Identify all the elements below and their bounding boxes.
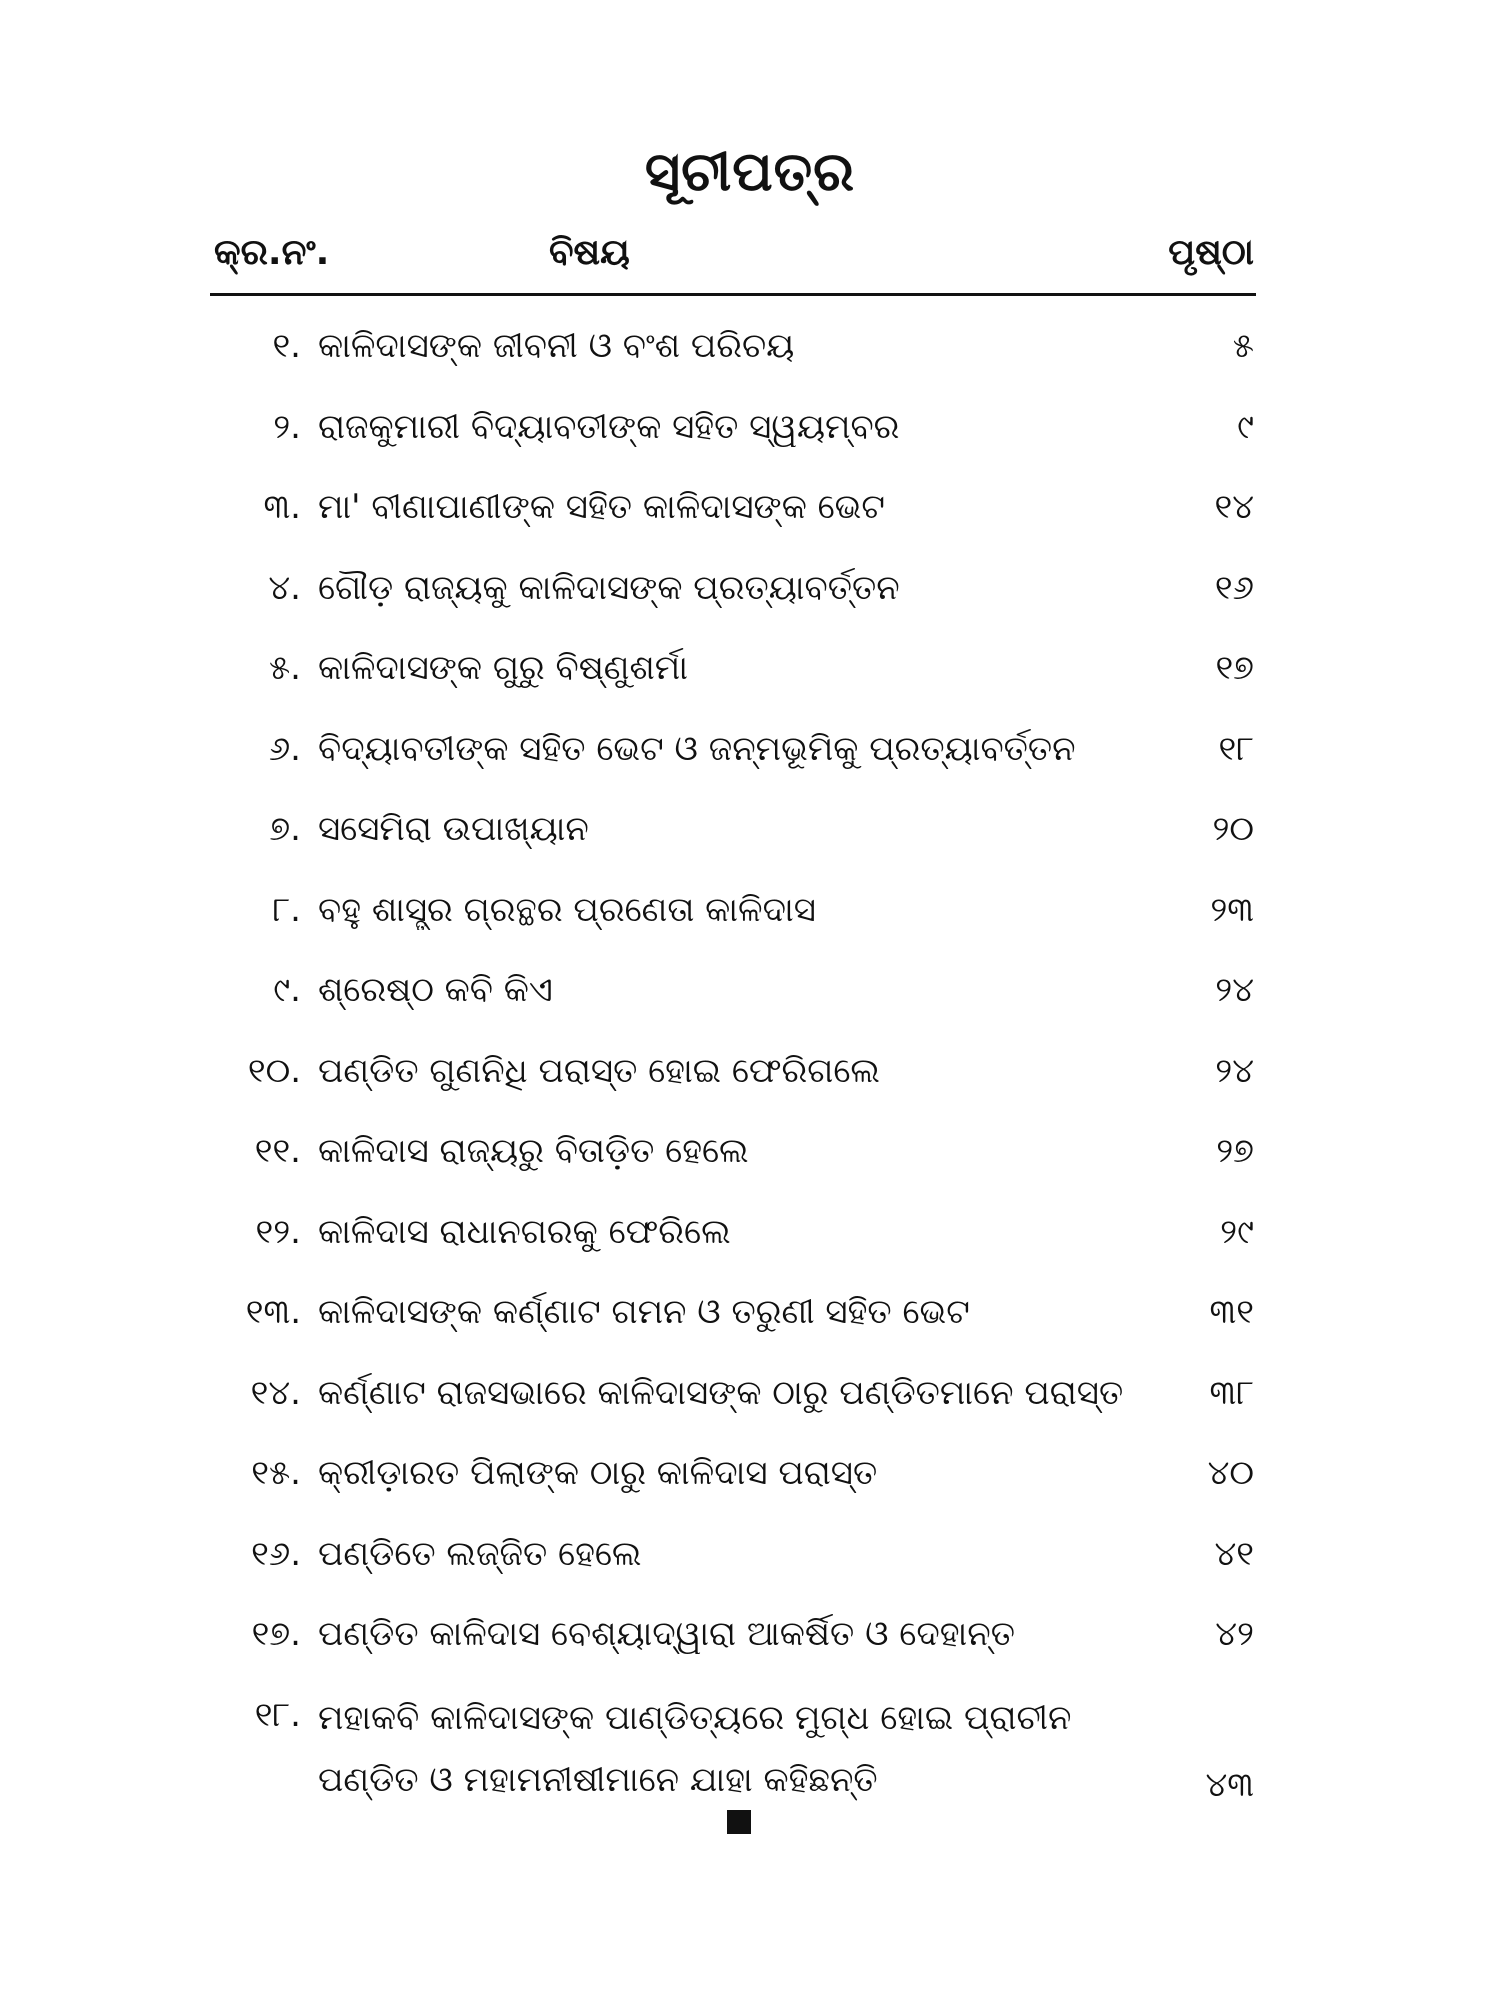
toc-entry <box>214 1681 1254 1821</box>
entry-subject: ସସେମିରା ଉପାଖ୍ୟାନ <box>318 809 589 849</box>
entry-subject: ବିଦ୍ୟାବତୀଙ୍କ ସହିତ ଭେଟ ଓ ଜନ୍ମଭୂମିକୁ ପ୍ରତ୍ୟାବର୍ତ୍ତନ <box>318 728 1076 769</box>
entry-subject: କାଳିଦାସ ରାଜ୍ୟରୁ ବିତାଡ଼ିତ ହେଲେ <box>318 1131 749 1171</box>
header-subject: ବିଷୟ <box>549 232 630 273</box>
entry-page: ୯ <box>1237 406 1254 447</box>
entry-subject: କାଳିଦାସଙ୍କ ଗୁରୁ ବିଷ୍ଣୁଶର୍ମା <box>318 648 688 688</box>
entry-subject: କାଳିଦାସଙ୍କ କର୍ଣ୍ଣାଟ ଗମନ ଓ ତରୁଣୀ ସହିତ ଭେଟ <box>318 1292 970 1332</box>
toc-entry <box>214 1117 1254 1198</box>
toc-entry <box>214 956 1254 1037</box>
entry-page: ୪୩ <box>1205 1764 1254 1805</box>
entry-page: ୨୪ <box>1215 1050 1254 1091</box>
entry-subject: ବହୁ ଶାସ୍ତ୍ର ଗ୍ରନ୍ଥର ପ୍ରଣେତା କାଳିଦାସ <box>318 889 816 930</box>
toc-entry <box>214 1439 1254 1520</box>
entry-page: ୪୧ <box>1214 1533 1254 1574</box>
entry-number: ୬. <box>268 728 301 769</box>
entry-subject: କର୍ଣ୍ଣାଟ ରାଜସଭାରେ କାଳିଦାସଙ୍କ ଠାରୁ ପଣ୍ଡିତମାନେ ପରାସ୍ତ <box>318 1372 1124 1413</box>
end-square-mark <box>727 1810 751 1834</box>
entry-page: ୩୮ <box>1209 1372 1254 1413</box>
entry-page: ୨୩ <box>1210 889 1254 930</box>
entry-subject: ପଣ୍ଡିତେ ଲଜ୍ଜିତ ହେଲେ <box>318 1533 642 1574</box>
entry-page: ୫ <box>1232 326 1254 366</box>
toc-entry <box>214 795 1254 876</box>
entry-number: ୧୪. <box>250 1372 301 1413</box>
entry-number: ୭. <box>269 809 301 849</box>
entry-page: ୧୬ <box>1214 567 1254 608</box>
entry-page: ୪୨ <box>1215 1614 1254 1654</box>
header-number: କ୍ର.ନଂ. <box>214 232 330 273</box>
entry-page: ୨୯ <box>1220 1211 1254 1252</box>
header-page: ପୃଷ୍ଠା <box>1168 232 1254 273</box>
toc-entry <box>214 473 1254 554</box>
toc-entry <box>214 1600 1254 1681</box>
toc-entry <box>214 715 1254 796</box>
entry-number: ୧୭. <box>251 1614 301 1654</box>
entry-number: ୧୬. <box>251 1533 301 1574</box>
entry-subject: କାଳିଦାସ ରାଧାନଗରକୁ ଫେରିଲେ <box>318 1211 731 1252</box>
entry-number: ୪. <box>268 567 301 608</box>
toc-entry <box>214 1037 1254 1118</box>
toc-entry <box>214 876 1254 957</box>
entry-page: ୩୧ <box>1209 1292 1254 1332</box>
toc-entry <box>214 1520 1254 1601</box>
entry-page: ୨୭ <box>1216 1131 1254 1171</box>
entry-page: ୧୭ <box>1215 648 1254 688</box>
entry-number: ୯. <box>273 970 301 1010</box>
entry-page: ୨୪ <box>1215 970 1254 1010</box>
entry-subject: ପଣ୍ଡିତ ଗୁଣନିଧି ପରାସ୍ତ ହୋଇ ଫେରିଗଲେ <box>318 1050 881 1091</box>
entry-page: ୧୮ <box>1218 728 1254 769</box>
entry-number: ୧. <box>272 326 301 366</box>
toc-entry <box>214 312 1254 393</box>
toc-entry <box>214 393 1254 474</box>
entry-number: ୧୫. <box>251 1453 301 1493</box>
entry-subject: ରାଜକୁମାରୀ ବିଦ୍ୟାବତୀଙ୍କ ସହିତ ସ୍ୱୟମ୍ବର <box>318 406 900 447</box>
entry-page: ୧୪ <box>1214 487 1254 527</box>
entry-subject: ମା' ବୀଣାପାଣୀଙ୍କ ସହିତ କାଳିଦାସଙ୍କ ଭେଟ <box>318 487 885 527</box>
entry-number: ୧୮. <box>254 1694 301 1735</box>
entry-subject: କାଳିଦାସଙ୍କ ଜୀବନୀ ଓ ବଂଶ ପରିଚୟ <box>318 326 795 366</box>
toc-header <box>214 232 1254 292</box>
toc-entry <box>214 1198 1254 1279</box>
entry-subject: ପଣ୍ଡିତ କାଳିଦାସ ବେଶ୍ୟାଦ୍ୱାରା ଆକର୍ଷିତ ଓ ଦେହାନ୍ତ <box>318 1614 1015 1654</box>
toc-entry <box>214 1278 1254 1359</box>
entry-number: ୧୧. <box>254 1131 301 1171</box>
toc-list <box>214 312 1254 1821</box>
entry-page: ୨୦ <box>1212 809 1254 849</box>
entry-number: ୮. <box>272 889 301 930</box>
entry-number: ୧୨. <box>255 1211 301 1252</box>
entry-subject: କ୍ରୀଡ଼ାରତ ପିଲାଙ୍କ ଠାରୁ କାଳିଦାସ ପରାସ୍ତ <box>318 1453 878 1493</box>
entry-number: ୧୦. <box>247 1050 301 1091</box>
entry-number: ୫. <box>268 648 301 688</box>
toc-entry <box>214 554 1254 635</box>
entry-number: ୧୩. <box>245 1292 301 1332</box>
entry-number: ୩. <box>263 487 301 527</box>
entry-subject: ମହାକବି କାଳିଦାସଙ୍କ ପାଣ୍ଡିତ୍ୟରେ ମୁଗ୍ଧ ହୋଇ ପ୍ରାଚୀନ ପଣ୍ଡିତ ଓ ମହାମନୀଷୀମାନେ ଯାହା କହିଛନ୍ତି <box>318 1697 1072 1800</box>
entry-page: ୪୦ <box>1207 1453 1254 1493</box>
toc-entry <box>214 1359 1254 1440</box>
header-rule <box>210 293 1256 296</box>
toc-entry <box>214 634 1254 715</box>
entry-subject: ଶ୍ରେଷ୍ଠ କବି କିଏ <box>318 970 553 1010</box>
entry-subject: ଗୌଡ଼ ରାଜ୍ୟକୁ କାଳିଦାସଙ୍କ ପ୍ରତ୍ୟାବର୍ତ୍ତନ <box>318 567 900 608</box>
entry-number: ୨. <box>273 406 301 447</box>
page-title: ସୂଚୀପତ୍ର <box>644 140 856 203</box>
